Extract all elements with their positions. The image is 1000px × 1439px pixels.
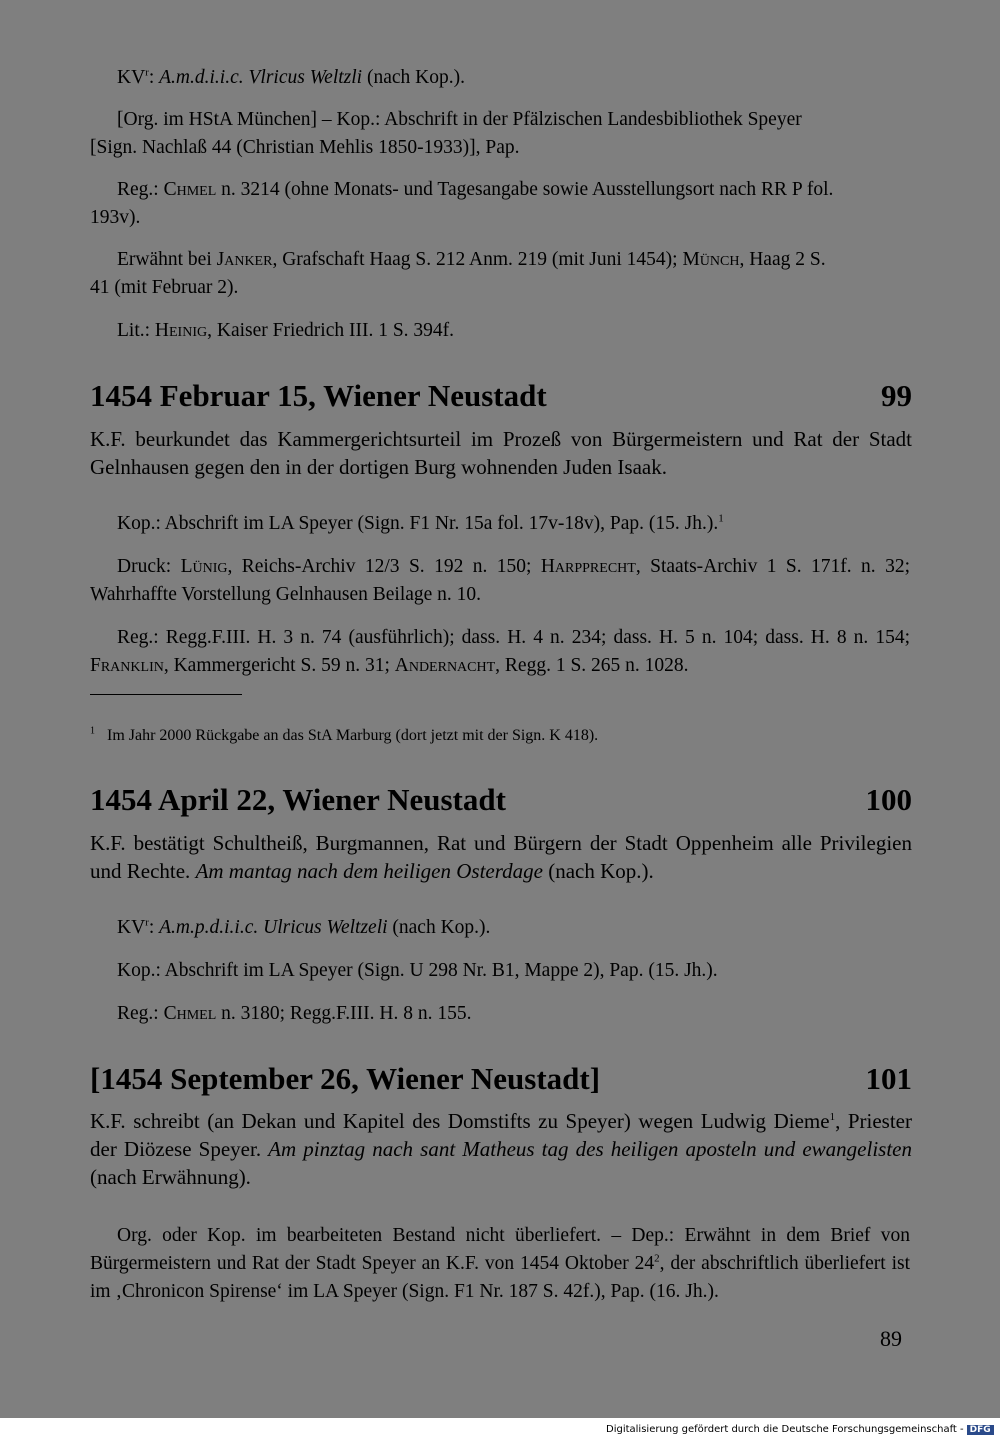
entry-date-place: [1454 September 26, Wiener Neustadt] <box>90 1061 601 1096</box>
org-para-101: Org. oder Kop. im bearbeiteten Bestand nicht überliefert. – Dep.: Erwähnt in dem Brief von Bürgermeistern und Rat der Stadt Speyer an K.F. von 1454 Oktober $24^2$, der abschriftlich überliefert ist im ‚Chronicon Spirense‘ im LA Speyer (Sign. F1 Nr. 187 S. 42f.), Pap. (16. Jh.). <box>90 1225 910 1302</box>
org-line-98b: [Sign. Nachlaß 44 (Christian Mehlis 1850-1933)], Pap. <box>90 137 520 158</box>
reg-line-100: Reg.: Chmel n. 3180; Regg.F.III. H. 8 n. 155. <box>117 1003 472 1024</box>
footnote-99: $^1$ Im Jahr 2000 Rückgabe an das StA Marburg (dort jetzt mit der Sign. K 418). <box>90 725 599 744</box>
entry-summary-99: K.F. beurkundet das Kammergerichtsurteil im Prozeß von Bürgermeistern und Rat der Stadt Gelnhausen gegen den in der dortigen Burg wohnenden Juden Isaak. <box>90 427 912 479</box>
footnote-rule <box>90 694 242 695</box>
lit-line-98: Lit.: Heinig, Kaiser Friedrich III. 1 S. 394f. <box>117 320 455 341</box>
entry-summary-100: K.F. bestätigt Schultheiß, Burgmannen, Rat und Bürgern der Stadt Oppenheim alle Privilegien und Rechte. Am mantag nach dem heiligen Osterdage (nach Kop.). <box>90 831 912 883</box>
digitization-credit: Digitalisierung gefördert durch die Deutsche Forschungsgemeinschaft - DFG <box>606 1424 994 1435</box>
entry-number: 101 <box>865 1061 912 1096</box>
kop-line-99: Kop.: Abschrift im LA Speyer (Sign. F1 Nr. 15a fol. 17v-18v), Pap. (15. Jh.).$^1$ <box>117 512 724 534</box>
footnote-ref: 2 <box>654 1252 660 1265</box>
footnote-ref: 1 <box>829 1111 836 1123</box>
druck-para-99: Druck: Lünig, Reichs-Archiv 12/3 S. 192 n. 150; Harpprecht, Staats-Archiv 1 S. 171f. n. 32; Wahrhaffte Vorstellung Gelnhausen Beilage n. 10. <box>90 556 910 605</box>
reg-line-98b: 193v). <box>90 207 141 228</box>
entry-number: 99 <box>881 378 912 413</box>
entry-date-place: 1454 Februar 15, Wiener Neustadt <box>90 378 547 413</box>
entry-heading-101 <box>90 1061 912 1097</box>
kv-line-98: $KV^r$: A.m.d.i.i.c. Vlricus Weltzli (nach Kop.). <box>117 66 465 88</box>
page-number: 89 <box>880 1326 902 1351</box>
entry-heading-100 <box>90 782 912 818</box>
reg-line-98a: Reg.: Chmel n. 3214 (ohne Monats- und Tagesangabe sowie Ausstellungsort nach RR P fol. <box>117 179 834 200</box>
footnote-ref: 1 <box>718 512 724 525</box>
reg-para-99: Reg.: Regg.F.III. H. 3 n. 74 (ausführlich); dass. H. 4 n. 234; dass. H. 5 n. 104; dass. H. 8 n. 154; Franklin, Kammergericht S. 59 n. 31; Andernacht, Regg. 1 S. 265 n. 1028. <box>90 627 910 676</box>
erw-line-98a: Erwähnt bei Janker, Grafschaft Haag S. 212 Anm. 219 (mit Juni 1454); Münch, Haag 2 S. <box>117 249 826 270</box>
entry-heading-99 <box>90 378 912 414</box>
entry-summary-101: K.F. schreibt (an Dekan und Kapitel des Domstifts zu Speyer) wegen Ludwig Dieme$^1$, Priester der Diözese Speyer. Am pinztag nach sant Matheus tag des heiligen aposteln und ewangelisten (nach Erwähnung). <box>90 1109 912 1189</box>
kv-line-100: $KV^r$: A.m.p.d.i.i.c. Ulricus Weltzeli (nach Kop.). <box>117 916 491 938</box>
erw-line-98b: 41 (mit Februar 2). <box>90 277 239 298</box>
dfg-logo-icon: DFG <box>967 1425 994 1435</box>
kop-line-100: Kop.: Abschrift im LA Speyer (Sign. U 298 Nr. B1, Mappe 2), Pap. (15. Jh.). <box>117 960 718 981</box>
org-line-98a: [Org. im HStA München] – Kop.: Abschrift in der Pfälzischen Landesbibliothek Speyer <box>117 109 802 130</box>
entry-number: 100 <box>865 782 912 817</box>
entry-date-place: 1454 April 22, Wiener Neustadt <box>90 782 506 817</box>
